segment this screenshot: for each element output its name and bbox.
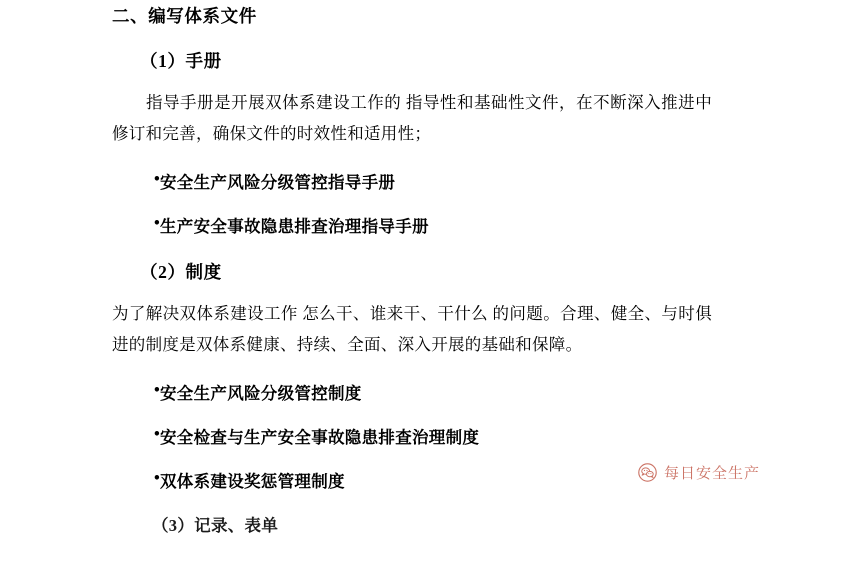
list-item [112,424,712,448]
list-item-clipped: （3）记录、表单 [152,515,279,535]
paragraph-manual: 指导手册是开展双体系建设工作的 指导性和基础性文件，在不断深入推进中修订和完善，确保文件的时效性和适用性； [112,92,712,143]
list-item-label: 安全生产风险分级管控指导手册 [160,172,396,192]
list-item-label: 生产安全事故隐患排查治理指导手册 [160,216,429,236]
paragraph-system: 为了解决双体系建设工作 怎么干、谁来干、干什么 的问题。合理、健全、与时俱进的制度是双体系健康、持续、全面、深入开展的基础和保障。 [112,303,712,354]
bullet-dot-icon: • [154,212,161,232]
bullet-dot-icon: • [154,467,161,487]
list-item [112,169,712,193]
subheading-system: （2）制度 [140,261,222,282]
list-item [112,213,712,237]
document-body [112,0,712,535]
watermark-badge [638,462,760,483]
watermark-label: 每日安全生产 [664,465,761,482]
bullet-dot-icon: • [154,379,161,399]
list-item [112,380,712,404]
bullet-dot-icon: • [154,168,161,188]
bullet-dot-icon: • [154,423,161,443]
subheading-manual: （1）手册 [140,50,222,71]
list-item-label: 双体系建设奖惩管理制度 [160,471,345,491]
list-item-label: 安全生产风险分级管控制度 [160,383,362,403]
section-heading: 二、编写体系文件 [112,6,257,26]
wechat-icon [638,463,657,482]
list-item-label: 安全检查与生产安全事故隐患排查治理制度 [160,427,480,447]
list-item [112,468,712,492]
